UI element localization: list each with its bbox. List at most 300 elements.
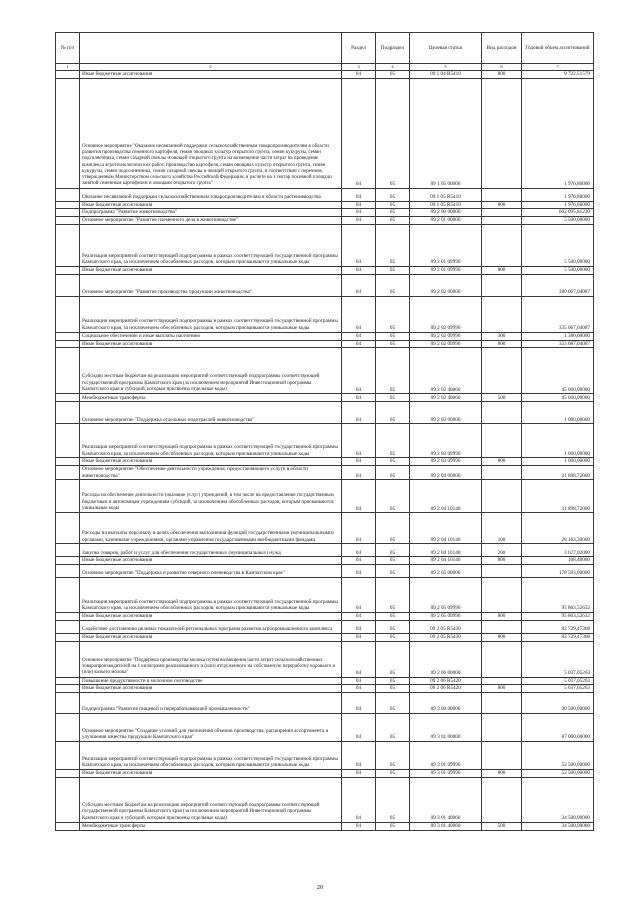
- row-number: [56, 480, 80, 513]
- table-row: [56, 217, 594, 225]
- row-expense-type: 800: [482, 71, 522, 79]
- row-razdel: 04: [342, 225, 376, 267]
- row-sum: 5 500,00000: [522, 217, 594, 225]
- row-sum: 1 976,80000: [522, 78, 594, 188]
- row-sum: 3 627,02000: [522, 544, 594, 557]
- row-target-article: 09 2 01 09990: [410, 225, 482, 267]
- table-row: [56, 714, 594, 742]
- row-target-article: 09 2 03 00000: [410, 402, 482, 424]
- row-target-article: 09 2 02 09990: [410, 340, 482, 348]
- table-row: [56, 188, 594, 201]
- row-expense-type: [482, 465, 522, 479]
- row-razdel: 04: [342, 188, 376, 201]
- row-razdel: 04: [342, 217, 376, 225]
- row-number: [56, 465, 80, 479]
- row-sum: 82 729,47368: [522, 634, 594, 642]
- row-number: [56, 217, 80, 225]
- table-row: [56, 544, 594, 557]
- row-target-article: 09 2 05 R5430: [410, 634, 482, 642]
- table-header-row: [56, 33, 594, 64]
- row-razdel: 04: [342, 267, 376, 275]
- row-sum: 45 000,00000: [522, 348, 594, 394]
- row-expense-type: [482, 714, 522, 742]
- row-sum: 5 037,05263: [522, 641, 594, 677]
- row-razdel: 04: [342, 714, 376, 742]
- row-number: [56, 742, 80, 770]
- row-number: [56, 71, 80, 79]
- row-razdel: 04: [342, 480, 376, 513]
- row-razdel: 04: [342, 332, 376, 340]
- row-target-article: 09 2 03 09990: [410, 424, 482, 458]
- column-index: 6: [482, 64, 522, 71]
- row-target-article: 09 2 06 R5420: [410, 677, 482, 685]
- row-name: Иные бюджетные ассигнования: [80, 201, 342, 209]
- row-target-article: 09 2 01 00000: [410, 217, 482, 225]
- table-row: [56, 465, 594, 479]
- row-podrazdel: 05: [376, 217, 410, 225]
- row-number: [56, 621, 80, 634]
- row-name: Иные бюджетные ассигнования: [80, 685, 342, 693]
- row-expense-type: 800: [482, 267, 522, 275]
- row-sum: 333 687,04087: [522, 340, 594, 348]
- row-target-article: 09 2 06 R5420: [410, 685, 482, 693]
- row-razdel: 04: [342, 274, 376, 296]
- row-name: Межбюджетные трансферты: [80, 394, 342, 402]
- row-target-article: 09 3 00 00000: [410, 693, 482, 714]
- row-target-article: 09 2 04 00000: [410, 465, 482, 479]
- row-podrazdel: 05: [376, 621, 410, 634]
- row-razdel: 04: [342, 544, 376, 557]
- row-razdel: 04: [342, 621, 376, 634]
- row-target-article: 09 2 02 40060: [410, 394, 482, 402]
- row-podrazdel: 05: [376, 742, 410, 770]
- row-sum: 34 500,00000: [522, 822, 594, 830]
- row-podrazdel: 05: [376, 544, 410, 557]
- row-sum: 52 500,00000: [522, 742, 594, 770]
- row-target-article: 09 1 04 R5410: [410, 71, 482, 79]
- row-number: [56, 340, 80, 348]
- row-target-article: 09 2 06 00000: [410, 641, 482, 677]
- row-target-article: 09 2 05 09990: [410, 578, 482, 613]
- row-sum: 178 593,00000: [522, 565, 594, 578]
- page-number: 20: [316, 884, 324, 891]
- row-target-article: 09 2 05 R5430: [410, 621, 482, 634]
- row-expense-type: 300: [482, 332, 522, 340]
- row-target-article: 09 2 04 10140: [410, 544, 482, 557]
- column-index: 3: [342, 64, 376, 71]
- budget-table: [55, 32, 594, 831]
- row-sum: 1 976,80000: [522, 201, 594, 209]
- row-target-article: 09 2 04 10140: [410, 557, 482, 565]
- row-razdel: 04: [342, 822, 376, 830]
- header-target: Целевая статья: [410, 33, 482, 64]
- row-name: Подпрограмма "Развитие животноводства": [80, 209, 342, 217]
- row-name: Основное мероприятие "Поддержка отдельных подотраслей животноводства": [80, 402, 342, 424]
- row-sum: 9 722,51579: [522, 71, 594, 79]
- row-sum: 87 000,00000: [522, 714, 594, 742]
- row-name: Межбюджетные трансферты: [80, 822, 342, 830]
- row-expense-type: 800: [482, 613, 522, 621]
- row-number: [56, 348, 80, 394]
- row-razdel: 04: [342, 634, 376, 642]
- row-expense-type: [482, 424, 522, 458]
- row-number: [56, 296, 80, 332]
- table-row: [56, 78, 594, 188]
- row-podrazdel: 05: [376, 557, 410, 565]
- row-podrazdel: 05: [376, 458, 410, 466]
- row-razdel: 04: [342, 693, 376, 714]
- row-podrazdel: 05: [376, 71, 410, 79]
- row-expense-type: 200: [482, 544, 522, 557]
- row-number: [56, 274, 80, 296]
- row-name: Иные бюджетные ассигнования: [80, 557, 342, 565]
- row-name: Иные бюджетные ассигнования: [80, 613, 342, 621]
- row-podrazdel: 05: [376, 267, 410, 275]
- row-name: Иные бюджетные ассигнования: [80, 340, 342, 348]
- row-expense-type: [482, 565, 522, 578]
- row-name: Расходы на обеспечение деятельности (оказание услуг) учреждений, в том числе на предоставление государственным бюджетным и автономным учреждениям субсидий, за исключением обособленных расходов, которым присваиваются уникальные коды: [80, 480, 342, 513]
- row-sum: 52 500,00000: [522, 770, 594, 778]
- table-row: [56, 340, 594, 348]
- row-name: Основное мероприятие "Создание условий для увеличения объемов производства, расширения ассортимента и улучшения качества продукции Камчатского края": [80, 714, 342, 742]
- row-expense-type: 800: [482, 201, 522, 209]
- header-sum: Годовой объем ассигнований: [522, 33, 594, 64]
- row-sum: 1 380,00000: [522, 332, 594, 340]
- row-podrazdel: 05: [376, 296, 410, 332]
- row-podrazdel: 05: [376, 685, 410, 693]
- header-num: № п/п: [56, 33, 80, 64]
- row-podrazdel: 05: [376, 677, 410, 685]
- row-name: Реализация мероприятий соответствующей подпрограммы в рамках соответствующей государственной программы Камчатского края, за исключением обособленных расходов, которым присваиваются уникальные коды: [80, 742, 342, 770]
- row-podrazdel: 05: [376, 402, 410, 424]
- row-sum: 45 000,00000: [522, 394, 594, 402]
- row-razdel: 04: [342, 557, 376, 565]
- row-name: Реализация мероприятий соответствующей подпрограммы в рамках соответствующей государственной программы Камчатского края, за исключением обособленных расходов, которым присваиваются уникальные коды: [80, 578, 342, 613]
- row-target-article: 09 2 02 40060: [410, 348, 482, 394]
- row-sum: 108,40000: [522, 557, 594, 565]
- row-podrazdel: 05: [376, 340, 410, 348]
- row-target-article: 09 2 01 09990: [410, 267, 482, 275]
- table-row: [56, 634, 594, 642]
- row-target-article: 09 2 04 10140: [410, 480, 482, 513]
- row-expense-type: [482, 693, 522, 714]
- row-razdel: 04: [342, 465, 376, 479]
- row-number: [56, 188, 80, 201]
- row-name: Иные бюджетные ассигнования: [80, 267, 342, 275]
- table-row: [56, 641, 594, 677]
- row-podrazdel: 05: [376, 641, 410, 677]
- row-name: Иные бюджетные ассигнования: [80, 770, 342, 778]
- row-number: [56, 402, 80, 424]
- row-sum: 1 976,80000: [522, 188, 594, 201]
- row-expense-type: [482, 225, 522, 267]
- table-row: [56, 394, 594, 402]
- row-sum: 90 500,00000: [522, 693, 594, 714]
- row-number: [56, 822, 80, 830]
- table-row: [56, 201, 594, 209]
- row-razdel: 04: [342, 348, 376, 394]
- row-expense-type: 800: [482, 685, 522, 693]
- row-sum: 602 095,81230: [522, 209, 594, 217]
- row-target-article: 09 3 01 40060: [410, 777, 482, 822]
- row-podrazdel: 05: [376, 332, 410, 340]
- row-name: Реализация мероприятий соответствующей подпрограммы в рамках соответствующей государственной программы Камчатского края, за исключением обособленных расходов, которым присваиваются уникальные коды: [80, 296, 342, 332]
- row-expense-type: [482, 209, 522, 217]
- row-name: Расходы на выплаты персоналу в целях обеспечения выполнения функций государственными (муниципальными) органами, казенными учреждениями, органами управления государственными внебюджетными фондами: [80, 513, 342, 544]
- column-index: 1: [56, 64, 80, 71]
- row-expense-type: 800: [482, 340, 522, 348]
- row-sum: 335 067,04087: [522, 296, 594, 332]
- row-target-article: 09 2 05 09990: [410, 613, 482, 621]
- row-expense-type: 800: [482, 770, 522, 778]
- header-razdel: Раздел: [342, 33, 376, 64]
- row-podrazdel: 05: [376, 480, 410, 513]
- row-expense-type: 800: [482, 634, 522, 642]
- row-name: Закупка товаров, работ и услуг для обеспечения государственных (муниципальных) нужд: [80, 544, 342, 557]
- row-podrazdel: 05: [376, 465, 410, 479]
- row-razdel: 04: [342, 209, 376, 217]
- row-razdel: 04: [342, 565, 376, 578]
- row-target-article: 09 3 01 00000: [410, 714, 482, 742]
- row-podrazdel: 05: [376, 424, 410, 458]
- row-expense-type: 100: [482, 513, 522, 544]
- row-expense-type: [482, 480, 522, 513]
- row-number: [56, 685, 80, 693]
- row-sum: 1 000,00000: [522, 424, 594, 458]
- row-podrazdel: 05: [376, 770, 410, 778]
- row-podrazdel: 05: [376, 225, 410, 267]
- row-number: [56, 565, 80, 578]
- row-podrazdel: 05: [376, 513, 410, 544]
- column-index: 5: [410, 64, 482, 71]
- row-sum: 5 500,00000: [522, 267, 594, 275]
- row-expense-type: 800: [482, 458, 522, 466]
- table-row: [56, 677, 594, 685]
- row-razdel: 04: [342, 677, 376, 685]
- row-target-article: 09 2 02 00000: [410, 274, 482, 296]
- table-row: [56, 225, 594, 267]
- row-expense-type: [482, 677, 522, 685]
- table-row: [56, 685, 594, 693]
- row-number: [56, 424, 80, 458]
- row-sum: 95 863,52632: [522, 578, 594, 613]
- row-sum: 31 898,72000: [522, 465, 594, 479]
- row-name: Основное мероприятие "Поддержка и развитие северного оленеводства в Камчатском крае": [80, 565, 342, 578]
- row-razdel: 04: [342, 578, 376, 613]
- row-expense-type: [482, 78, 522, 188]
- row-name: Подпрограмма "Развитие пищевой и перерабатывающей промышленности": [80, 693, 342, 714]
- row-number: [56, 634, 80, 642]
- row-number: [56, 332, 80, 340]
- column-index: 2: [80, 64, 342, 71]
- row-podrazdel: 05: [376, 188, 410, 201]
- table-row: [56, 402, 594, 424]
- row-expense-type: 500: [482, 822, 522, 830]
- table-row: [56, 267, 594, 275]
- row-name: Иные бюджетные ассигнования: [80, 71, 342, 79]
- row-number: [56, 613, 80, 621]
- table-row: [56, 578, 594, 613]
- row-razdel: 04: [342, 402, 376, 424]
- row-podrazdel: 05: [376, 613, 410, 621]
- budget-sheet: [55, 32, 593, 831]
- row-podrazdel: 05: [376, 394, 410, 402]
- table-row: [56, 296, 594, 332]
- row-sum: 5 500,00000: [522, 225, 594, 267]
- row-razdel: 04: [342, 685, 376, 693]
- row-expense-type: [482, 621, 522, 634]
- row-podrazdel: 05: [376, 714, 410, 742]
- table-row: [56, 513, 594, 544]
- row-sum: 1 000,00000: [522, 458, 594, 466]
- row-number: [56, 714, 80, 742]
- row-target-article: 09 3 01 40060: [410, 822, 482, 830]
- row-name: Оказание несвязанной поддержки сельскохозяйственным товаропроизводителям в области растениеводства: [80, 188, 342, 201]
- row-name: Содействие достижению целевых показателей региональных программ развития агропромышленного комплекса: [80, 621, 342, 634]
- row-razdel: 04: [342, 424, 376, 458]
- row-expense-type: [482, 217, 522, 225]
- row-razdel: 04: [342, 394, 376, 402]
- row-target-article: 09 2 00 00000: [410, 209, 482, 217]
- table-row: [56, 458, 594, 466]
- table-row: [56, 613, 594, 621]
- row-name: Основное мероприятие "Оказание несвязанной поддержки сельскохозяйственным товаропроизводителям в области развития производства семенного картофеля, семян овощных культур открытого грунта, семян кукурузы, семян подсолнечника, семян сахарной свеклы и овощей открытого грунта на возмещение части затрат на проведение комплекса агротехнологических работ, производство картофеля, семян овощных культур открытого грунта, семян кукурузы, семян подсолнечника, семян сахарной свеклы и овощей открытого грунта, в соответствии с перечнем, утвержденным Министерством сельского хозяйства Российской Федерации, в расчете на 1 гектар посевной площади занятой семенным картофелем и овощами открытого грунта": [80, 78, 342, 188]
- row-podrazdel: 05: [376, 348, 410, 394]
- row-podrazdel: 05: [376, 777, 410, 822]
- table-row: [56, 822, 594, 830]
- row-sum: 31 898,72000: [522, 480, 594, 513]
- row-target-article: 09 2 04 10140: [410, 513, 482, 544]
- row-target-article: 09 3 01 09990: [410, 742, 482, 770]
- table-row: [56, 621, 594, 634]
- table-row: [56, 424, 594, 458]
- row-podrazdel: 05: [376, 693, 410, 714]
- row-name: Субсидии местным бюджетам на реализацию мероприятий соответствующей подпрограммы соответствующей государственной программы Камчатского края (за исключением мероприятий Инвестиционной программы Камчатского края и субсидий, которым присвоены отдельные коды): [80, 348, 342, 394]
- row-sum: 28 163,30000: [522, 513, 594, 544]
- row-number: [56, 777, 80, 822]
- row-number: [56, 225, 80, 267]
- row-expense-type: [482, 777, 522, 822]
- row-razdel: 04: [342, 613, 376, 621]
- row-name: Основное мероприятие "Развитие производства продукции животноводства": [80, 274, 342, 296]
- row-target-article: 09 1 05 R5410: [410, 201, 482, 209]
- row-target-article: 09 1 05 00000: [410, 78, 482, 188]
- row-sum: 380 067,04087: [522, 274, 594, 296]
- row-expense-type: [482, 641, 522, 677]
- row-podrazdel: 05: [376, 201, 410, 209]
- row-name: Социальное обеспечение и иные выплаты населению: [80, 332, 342, 340]
- row-target-article: 09 2 05 00000: [410, 565, 482, 578]
- row-podrazdel: 05: [376, 274, 410, 296]
- row-target-article: 09 2 03 09990: [410, 458, 482, 466]
- table-row: [56, 480, 594, 513]
- row-razdel: 04: [342, 296, 376, 332]
- row-podrazdel: 05: [376, 578, 410, 613]
- table-row: [56, 274, 594, 296]
- row-podrazdel: 05: [376, 209, 410, 217]
- row-name: Основное мероприятие "Поддержка производства молока путем возмещения части затрат сельскохозяйственных товаропроизводителей на 1 килограмм реализованного и (или) отгруженного на собственную переработку коровьего и (или) козьего молока": [80, 641, 342, 677]
- row-name: Основное мероприятие "Обеспечение деятельности учреждения, предоставляющего услуги в области животноводства": [80, 465, 342, 479]
- row-razdel: 04: [342, 340, 376, 348]
- row-expense-type: [482, 188, 522, 201]
- row-number: [56, 78, 80, 188]
- row-number: [56, 209, 80, 217]
- table-body: [56, 71, 594, 831]
- row-podrazdel: 05: [376, 78, 410, 188]
- row-podrazdel: 05: [376, 822, 410, 830]
- row-target-article: 09 1 05 R5410: [410, 188, 482, 201]
- row-sum: 1 000,00000: [522, 402, 594, 424]
- row-target-article: 09 3 01 09990: [410, 770, 482, 778]
- row-sum: 5 037,05263: [522, 677, 594, 685]
- row-razdel: 04: [342, 78, 376, 188]
- row-expense-type: [482, 578, 522, 613]
- row-name: Реализация мероприятий соответствующей подпрограммы в рамках соответствующей государственной программы Камчатского края, за исключением обособленных расходов, которым присваиваются уникальные коды: [80, 225, 342, 267]
- row-razdel: 04: [342, 71, 376, 79]
- row-razdel: 04: [342, 777, 376, 822]
- table-row: [56, 71, 594, 79]
- header-name: [80, 33, 342, 64]
- row-podrazdel: 05: [376, 634, 410, 642]
- table-row: [56, 742, 594, 770]
- row-expense-type: 500: [482, 394, 522, 402]
- row-expense-type: 800: [482, 557, 522, 565]
- table-row: [56, 332, 594, 340]
- row-number: [56, 770, 80, 778]
- row-target-article: 09 2 02 09990: [410, 296, 482, 332]
- row-name: Иные бюджетные ассигнования: [80, 634, 342, 642]
- row-number: [56, 677, 80, 685]
- table-row: [56, 693, 594, 714]
- row-number: [56, 544, 80, 557]
- row-name: Реализация мероприятий соответствующей подпрограммы в рамках соответствующей государственной программы Камчатского края, за исключением обособленных расходов, которым присваиваются уникальные коды: [80, 424, 342, 458]
- table-row: [56, 557, 594, 565]
- row-sum: 95 863,52632: [522, 613, 594, 621]
- row-expense-type: [482, 274, 522, 296]
- row-number: [56, 267, 80, 275]
- table-row: [56, 777, 594, 822]
- row-number: [56, 201, 80, 209]
- header-vid: Вид расходов: [482, 33, 522, 64]
- row-number: [56, 394, 80, 402]
- column-index-row: [56, 64, 594, 71]
- row-number: [56, 557, 80, 565]
- row-expense-type: [482, 296, 522, 332]
- row-razdel: 04: [342, 458, 376, 466]
- row-expense-type: [482, 348, 522, 394]
- row-expense-type: [482, 742, 522, 770]
- header-podrazdel: Подраздел: [376, 33, 410, 64]
- row-razdel: 04: [342, 641, 376, 677]
- row-razdel: 04: [342, 742, 376, 770]
- row-razdel: 04: [342, 201, 376, 209]
- column-index: 7: [522, 64, 594, 71]
- row-number: [56, 641, 80, 677]
- row-expense-type: [482, 402, 522, 424]
- column-index: 4: [376, 64, 410, 71]
- table-row: [56, 770, 594, 778]
- row-razdel: 04: [342, 513, 376, 544]
- row-name: Иные бюджетные ассигнования: [80, 458, 342, 466]
- row-number: [56, 513, 80, 544]
- table-row: [56, 348, 594, 394]
- row-name: Повышение продуктивности в молочном скотоводстве: [80, 677, 342, 685]
- row-razdel: 04: [342, 770, 376, 778]
- row-number: [56, 578, 80, 613]
- row-number: [56, 458, 80, 466]
- row-name: Основное мероприятие "Развитие племенного дела в животноводстве": [80, 217, 342, 225]
- table-row: [56, 565, 594, 578]
